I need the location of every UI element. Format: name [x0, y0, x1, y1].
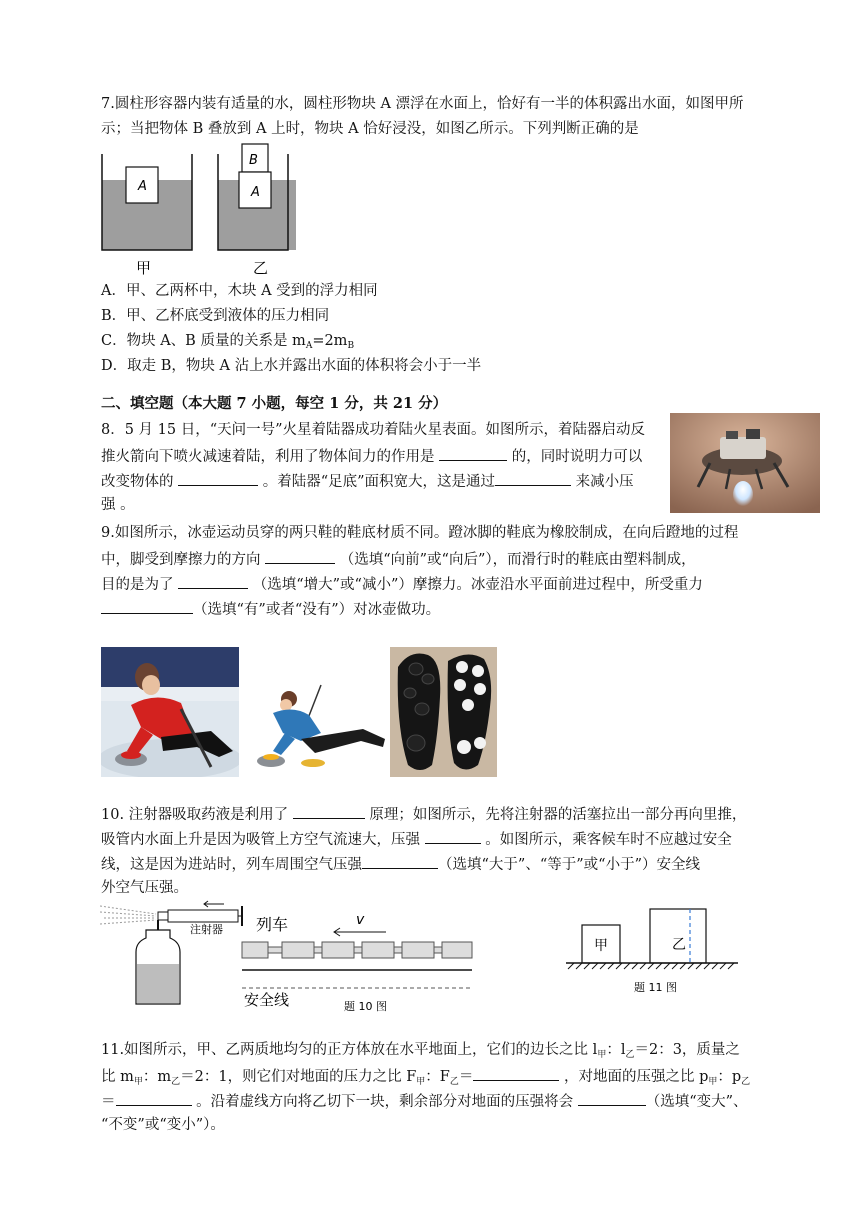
q11-blank1 — [473, 1065, 559, 1081]
container-jia — [102, 154, 192, 277]
q10-train-figure — [238, 912, 478, 1012]
label-a-yi: A — [251, 185, 260, 200]
curling-drawing — [243, 681, 386, 777]
q7-figure — [96, 142, 296, 280]
q7-option-b: B．甲、乙杯底受到液体的压力相同 — [101, 308, 330, 324]
curling-athlete-photo — [101, 647, 239, 777]
label-yi: 乙 — [253, 259, 269, 277]
q8-line2: 推火箭向下喷火减速着陆，利用了物体间力的作用是 的，同时说明力可以 — [101, 445, 642, 467]
cube-yi-label: 乙 — [672, 937, 686, 953]
q10-line3: 线，这是因为进站时，列车周围空气压强 （选填“大于”、“等于”或“小于”）安全线 — [101, 853, 700, 875]
q8-blank2 — [178, 470, 258, 486]
q10-line1: 10. 注射器吸取药液是利用了 原理；如图所示，先将注射器的活塞拉出一部分再向里推， — [101, 803, 746, 825]
q11-figure — [562, 905, 744, 997]
q9-blank1 — [265, 548, 335, 564]
q10-figure-caption: 题 10 图 — [344, 1000, 387, 1012]
q10-line2: 吸管内水面上升是因为吸管上方空气流速大，压强 。如图所示，乘客候车时不应越过安全 — [101, 828, 732, 850]
q11-blank3 — [578, 1090, 646, 1106]
shoe-soles-photo — [390, 647, 497, 777]
q9-blank2 — [178, 573, 248, 589]
q7-option-c: C．物块 A、B 质量的关系是 $m_A=2m_B$ — [101, 333, 355, 351]
label-a-jia: A — [138, 179, 147, 194]
q7-option-d: D．取走 B，物块 A 沾上水并露出水面的体积将会小于一半 — [101, 358, 482, 374]
label-b: B — [249, 153, 258, 168]
q9-line1: 9.如图所示，冰壶运动员穿的两只鞋的鞋底材质不同。蹬冰脚的鞋底为橡胶制成，在向后蹬地的过程 — [101, 525, 739, 541]
q11-line2: 比 $m_甲$：$m_乙=2$：1，则它们对地面的压力之比 $F_甲$：$F_乙=$ ，对地面的压强之比 $p_甲$：$p_乙$ — [101, 1065, 750, 1092]
q8-line1: 8．5 月 15 日，“天问一号”火星着陆器成功着陆火星表面。如图所示，着陆器启动反 — [101, 422, 646, 438]
q11-figure-caption: 题 11 图 — [634, 981, 677, 994]
velocity-label: v — [356, 912, 365, 928]
q9-blank3 — [101, 598, 193, 614]
q10-blank2 — [425, 828, 481, 844]
q7-option-a: A．甲、乙两杯中，木块 A 受到的浮力相同 — [101, 283, 378, 299]
label-jia: 甲 — [136, 259, 152, 277]
q9-line2: 中，脚受到摩擦力的方向 （选填“向前”或“向后”），而滑行时的鞋底由塑料制成， — [101, 548, 696, 570]
q10-blank3 — [362, 853, 438, 869]
q11-line1: 11.如图所示，甲、乙两质地均匀的正方体放在水平地面上，它们的边长之比 $l_甲$：$l_乙=2$：3，质量之 — [101, 1042, 740, 1060]
syringe-barrel — [168, 910, 238, 922]
q7-stem-line1: 7.圆柱形容器内装有适量的水，圆柱形物块 A 漂浮在水面上，恰好有一半的体积露出水面，如图甲所 — [101, 96, 744, 112]
q11-line4: “不变”或“变小”）。 — [101, 1117, 225, 1133]
q8-blank3 — [495, 470, 571, 486]
q8-blank1 — [439, 445, 507, 461]
q9-line4: （选填“有”或者“没有”）对冰壶做功。 — [101, 598, 440, 620]
cube-jia-label: 甲 — [594, 938, 608, 954]
train-cars — [242, 942, 472, 958]
q9-line3: 目的是为了 （选填“增大”或“减小”）摩擦力。冰壶沿水平面前进过程中，所受重力 — [101, 573, 703, 595]
q11-line3: ＝ 。沿着虚线方向将乙切下一块，剩余部分对地面的压强将会 （选填“变大”、 — [101, 1090, 748, 1112]
q10-syringe-figure — [100, 900, 245, 1010]
safety-line-label: 安全线 — [244, 991, 290, 1009]
q8-line4: 强 。 — [101, 497, 135, 513]
train-label: 列车 — [256, 915, 289, 934]
q7-stem-line2: 示；当把物体 B 叠放到 A 上时，物块 A 恰好浸没，如图乙所示。下列判断正确的是 — [101, 121, 639, 137]
q10-line4: 外空气压强。 — [101, 880, 188, 896]
cube-yi — [650, 909, 706, 963]
q11-blank2 — [116, 1090, 192, 1106]
q10-blank1 — [293, 803, 365, 819]
container-yi — [218, 144, 296, 277]
mars-lander-photo — [670, 413, 820, 513]
syringe-label: 注射器 — [190, 923, 223, 936]
q8-line3: 改变物体的 。着陆器“足底”面积宽大，这是通过 来减小压 — [101, 470, 634, 492]
section2-heading: 二、填空题（本大题 7 小题，每空 1 分，共 21 分） — [101, 395, 448, 412]
